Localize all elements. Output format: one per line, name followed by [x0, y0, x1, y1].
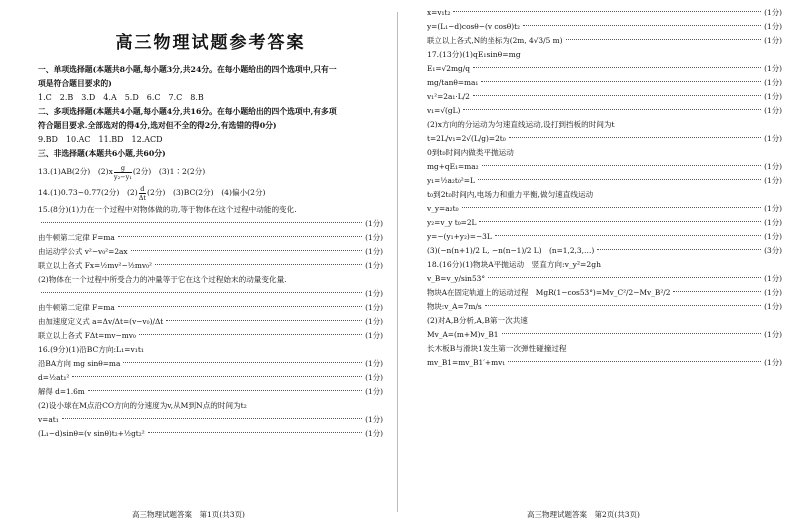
- score-label: (1分): [365, 373, 383, 382]
- answer-text: 联立以上各式,N的坐标为(2m, 4√3/5 m): [427, 36, 563, 45]
- score-label: (1分): [365, 303, 383, 312]
- dotted-leader: [148, 432, 362, 433]
- answer-line: [427, 286, 782, 300]
- score-label: (1分): [764, 162, 782, 171]
- question-16-part-2: (2)设小球在M点沿CO方向的分速度为v,从M到N点的时间为t₂: [38, 401, 247, 410]
- answer-text: mg+qE₁=ma₂: [427, 162, 479, 171]
- answer-text: 联立以上各式 Fx=½mv²−½mv₀²: [38, 261, 152, 270]
- question-18-text-3: 长木板B与滑块1发生第一次弹性碰撞过程: [427, 344, 567, 353]
- answer-line: [427, 328, 782, 342]
- lines-a: [427, 6, 782, 48]
- dotted-leader: [72, 376, 362, 377]
- question-18-heading: 18.(16分)(1)物块A平抛运动 竖直方向:v_y²=2gh: [427, 260, 601, 269]
- dotted-leader: [62, 418, 362, 419]
- answer-text: 由牛顿第二定律 F=ma: [38, 303, 115, 312]
- score-label: (3分): [764, 246, 782, 255]
- answer-line: [38, 329, 383, 343]
- score-label: (1分): [764, 106, 782, 115]
- dotted-leader: [597, 249, 761, 250]
- answer-text: v₁=√(gL): [427, 106, 461, 115]
- answer-line: [38, 427, 383, 441]
- fraction: $\frac{g}{\text{y₂−y₁}}$: [113, 163, 132, 181]
- dotted-leader: [462, 207, 762, 208]
- answer-text: v₁²=2a₁·L/2: [427, 92, 470, 101]
- lines-c: [427, 132, 782, 146]
- question-16-heading: 16.(9分)(1)沿BC方向:L₁=v₁t₁: [38, 345, 144, 354]
- question-17-heading: 17.(13分)(1)qE₁sinθ=mg: [427, 50, 521, 59]
- dotted-leader: [139, 334, 362, 335]
- answer-text: E₁=√2mg/q: [427, 64, 470, 73]
- answer-text: y₁=½a₂t₀²=L: [427, 176, 475, 185]
- question-17-text-3: 0到t₀时间内做类平抛运动: [427, 148, 514, 157]
- answer-text: (3)(−n(n+1)/2 L, −n(n−1)/2 L) (n=1,2,3,…): [427, 246, 595, 255]
- dotted-leader: [473, 67, 761, 68]
- answer-text: y₂=v_y t₀=2L: [427, 218, 477, 227]
- answer-line: [427, 104, 782, 118]
- score-label: (1分): [764, 218, 782, 227]
- score-label: (1分): [764, 330, 782, 339]
- score-label: (1分): [365, 331, 383, 340]
- score-label: (1分): [764, 232, 782, 241]
- lines-f: [427, 272, 782, 314]
- score-label: (1分): [764, 22, 782, 31]
- answer-text: mg/tanθ=ma₁: [427, 78, 479, 87]
- answer-line: [427, 6, 782, 20]
- answer-line: [427, 132, 782, 146]
- dotted-leader: [88, 390, 362, 391]
- dotted-leader: [485, 305, 761, 306]
- dotted-leader: [523, 25, 761, 26]
- score-label: (1分): [764, 36, 782, 45]
- answer-line: [38, 413, 383, 427]
- answer-text: 联立以上各式 FΔt=mv−mv₀: [38, 331, 136, 340]
- dotted-leader: [479, 221, 761, 222]
- q15-lines-2: [38, 287, 383, 343]
- q15-lines: [38, 217, 383, 273]
- answer-line: [38, 231, 383, 245]
- dotted-leader: [118, 306, 362, 307]
- lines-g: [427, 328, 782, 342]
- section-1-heading: 一、单项选择题(本题共8小题,每小题3分,共24分。在每小题给出的四个选项中,只有一 项是符合题目要求的): [38, 65, 337, 88]
- dotted-leader: [123, 362, 362, 363]
- score-label: (1分): [365, 247, 383, 256]
- answer-text: x=v₁t₂: [427, 8, 451, 17]
- answer-line: [38, 385, 383, 399]
- section-3-heading: 三、非选择题(本题共6小题,共60分): [38, 149, 166, 158]
- answer-line: [427, 34, 782, 48]
- score-label: (1分): [365, 359, 383, 368]
- answer-line: [38, 371, 383, 385]
- score-label: (1分): [764, 8, 782, 17]
- score-label: (1分): [365, 415, 383, 424]
- score-label: (1分): [365, 261, 383, 270]
- answer-line: [38, 245, 383, 259]
- answer-line: [427, 356, 782, 370]
- answer-text: y=(L₁−d)cosθ−(v cosθ)t₂: [427, 22, 521, 31]
- question-15-part-2: (2)物体在一个过程中所受合力的冲量等于它在这个过程始末的动量变化量.: [38, 275, 287, 284]
- answer-text: y=−(y₁+y₂)=−3L: [427, 232, 492, 241]
- fraction: $\frac{d}{\Delta t}$: [138, 184, 147, 202]
- question-14: 14.(1)0.73~0.77(2分) (2) $\frac{d}{\Delta t}$ (2分) (3)BC(2分) (4)偏小(2分): [38, 184, 266, 202]
- answer-line: [427, 202, 782, 216]
- score-label: (1分): [365, 317, 383, 326]
- answer-line: [427, 244, 782, 258]
- answer-text: mv_B1=mv_B1′+mv₁: [427, 358, 506, 367]
- dotted-leader: [482, 165, 762, 166]
- dotted-leader: [508, 361, 761, 362]
- lines-h: [427, 356, 782, 370]
- answer-line: [38, 301, 383, 315]
- q16-lines-2: [38, 413, 383, 441]
- score-label: (1分): [764, 92, 782, 101]
- answer-line: [427, 160, 782, 174]
- answer-line: [427, 272, 782, 286]
- answer-text: v_y=a₂t₀: [427, 204, 459, 213]
- answer-line: [38, 357, 383, 371]
- score-label: (1分): [764, 176, 782, 185]
- dotted-leader: [118, 236, 362, 237]
- answer-text: v_B=v_y/sin53°: [427, 274, 486, 283]
- answer-line: [427, 76, 782, 90]
- answer-line: [427, 90, 782, 104]
- dotted-leader: [41, 292, 362, 293]
- answer-line: [38, 217, 383, 231]
- answer-text: (L₁−d)sinθ=(v sinθ)t₂+½gt₂²: [38, 429, 145, 438]
- dotted-leader: [453, 11, 761, 12]
- answer-line: [38, 259, 383, 273]
- dotted-leader: [155, 264, 362, 265]
- answer-text: 由运动学公式 v²−v₀²=2ax: [38, 247, 128, 256]
- answer-line: [427, 20, 782, 34]
- answer-text: 由加速度定义式 a=Δv/Δt=(v−v₀)/Δt: [38, 317, 164, 326]
- question-15-heading: 15.(8分)(1)力在一个过程中对物体做的功,等于物体在这个过程中动能的变化.: [38, 205, 297, 214]
- answer-text: Mv_A=(m+M)v_B1: [427, 330, 499, 339]
- score-label: (1分): [365, 429, 383, 438]
- score-label: (1分): [764, 204, 782, 213]
- question-17-text-4: t₀到2t₀时间内,电场力和重力平衡,做匀速直线运动: [427, 190, 594, 199]
- dotted-leader: [481, 81, 761, 82]
- dotted-leader: [473, 95, 761, 96]
- dotted-leader: [131, 250, 363, 251]
- dotted-leader: [502, 333, 762, 334]
- score-label: (1分): [764, 64, 782, 73]
- answer-text: 由牛顿第二定律 F=ma: [38, 233, 115, 242]
- answer-line: [427, 216, 782, 230]
- lines-d: [427, 160, 782, 188]
- lines-e: [427, 202, 782, 258]
- answer-text: 解得 d=1.6m: [38, 387, 85, 396]
- dotted-leader: [673, 291, 761, 292]
- question-13: 13.(1)AB(2分) (2)x $\frac{g}{\text{y₂−y₁}}$ (2分) (3)1∶2(2分): [38, 163, 206, 181]
- answer-line: [427, 300, 782, 314]
- score-label: (1分): [764, 274, 782, 283]
- page-footer: 高三物理试题答案 第2页(共3页): [527, 510, 640, 519]
- score-label: (1分): [764, 78, 782, 87]
- answer-text: t=2L/v₁=2√(L/g)=2t₀: [427, 134, 506, 143]
- score-label: (1分): [764, 302, 782, 311]
- question-17-part-2: (2)x方向的分运动为匀速直线运动,设打到挡板的时间为t: [427, 120, 615, 129]
- section-2-heading: 二、多项选择题(本题共4小题,每小题4分,共16分。在每小题给出的四个选项中,有多项 符合题目要求.全部选对的得4分,选对但不全的得2分,有选错的得0分): [38, 107, 337, 130]
- answer-line: [427, 174, 782, 188]
- score-label: (1分): [365, 233, 383, 242]
- dotted-leader: [488, 277, 761, 278]
- q16-lines: [38, 357, 383, 399]
- score-label: (1分): [764, 358, 782, 367]
- dotted-leader: [463, 109, 761, 110]
- lines-b: [427, 62, 782, 118]
- page-footer: 高三物理试题答案 第1页(共3页): [132, 510, 245, 519]
- score-label: (1分): [764, 288, 782, 297]
- section-2-answers: 9.BD 10.AC 11.BD 12.ACD: [38, 135, 163, 144]
- score-label: (1分): [365, 289, 383, 298]
- answer-text: 物块A在固定轨道上的运动过程 MgR(1−cos53°)=Mv_C²/2−Mv_B²/2: [427, 288, 671, 297]
- answer-line: [38, 315, 383, 329]
- answer-text: 物块:v_A=7m/s: [427, 302, 482, 311]
- answer-text: d=½at₁²: [38, 373, 70, 382]
- dotted-leader: [478, 179, 761, 180]
- answer-line: [427, 62, 782, 76]
- score-label: (1分): [365, 219, 383, 228]
- score-label: (1分): [365, 387, 383, 396]
- page-title: 高三物理试题参考答案: [115, 33, 306, 53]
- dotted-leader: [41, 222, 362, 223]
- score-label: (1分): [764, 134, 782, 143]
- dotted-leader: [509, 137, 761, 138]
- answer-text: 沿BA方向 mg sinθ=ma: [38, 359, 121, 368]
- dotted-leader: [495, 235, 761, 236]
- question-18-part-2: (2)对A,B分析,A,B第一次共速: [427, 316, 528, 325]
- dotted-leader: [166, 320, 362, 321]
- section-1-answers: 1.C 2.B 3.D 4.A 5.D 6.C 7.C 8.B: [38, 93, 204, 102]
- answer-line: [38, 287, 383, 301]
- dotted-leader: [566, 39, 762, 40]
- answer-text: v=at₁: [38, 415, 59, 424]
- answer-line: [427, 230, 782, 244]
- answer-page-2: [397, 0, 794, 524]
